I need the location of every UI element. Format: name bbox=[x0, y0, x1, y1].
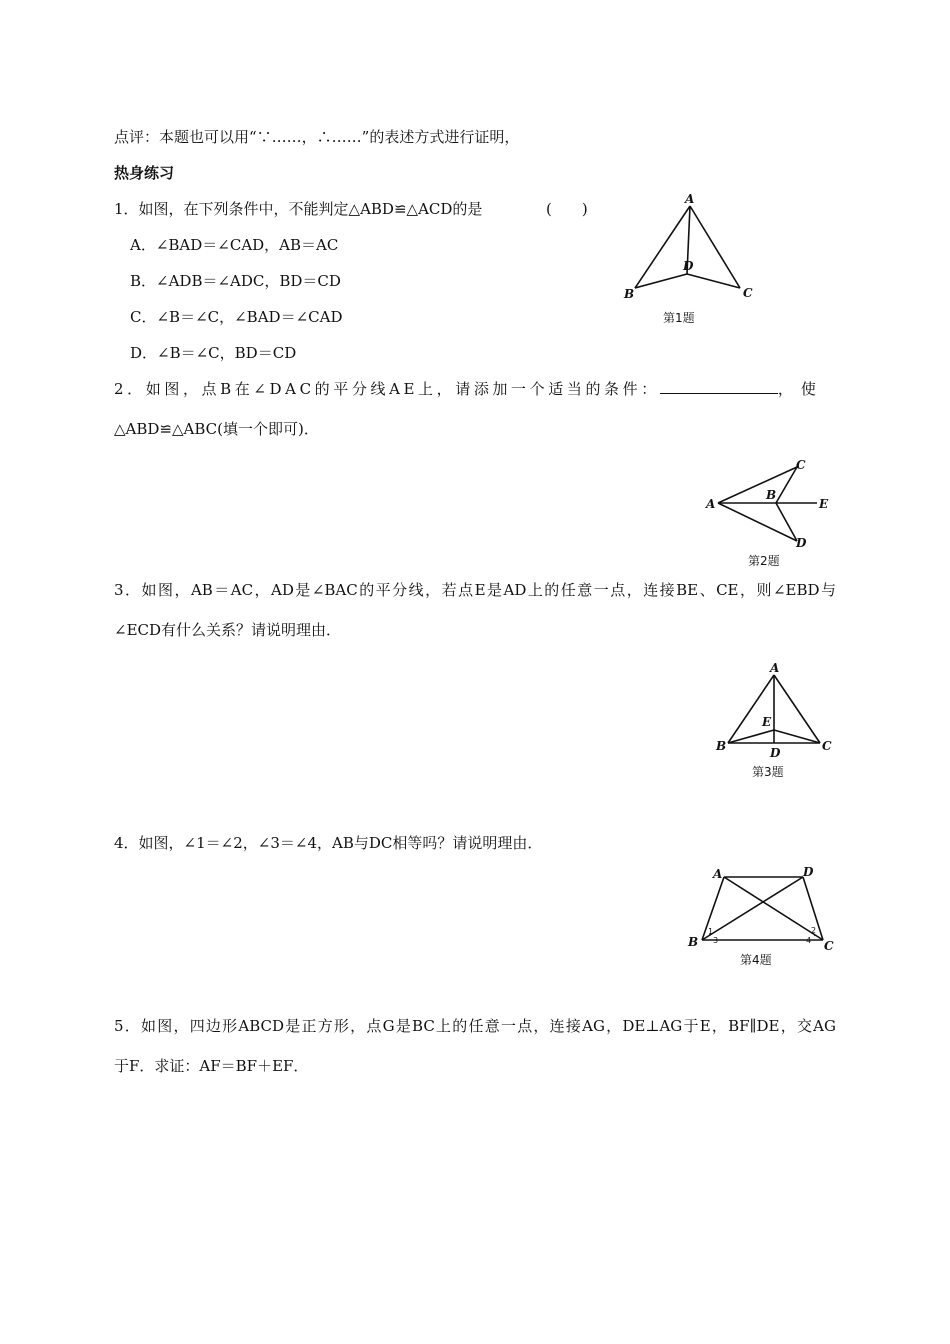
section-title: 热身练习 bbox=[114, 164, 175, 182]
q2-line-1-tail: ，使 bbox=[777, 380, 824, 398]
q3-label-b: B bbox=[716, 739, 727, 753]
q5-line-1: 5．如图，四边形ABCD是正方形，点G是BC上的任意一点，连接AG，DE⊥AG于E，BF∥DE，交AG bbox=[114, 1017, 836, 1035]
q2-line-2: △ABD≌△ABC(填一个即可)． bbox=[114, 420, 319, 438]
q2-line-1 bbox=[114, 379, 836, 399]
q1-option-d: D．∠B＝∠C，BD＝CD bbox=[130, 344, 297, 362]
q4-label-c: C bbox=[824, 939, 834, 953]
q1-answer-bracket: ( ) bbox=[546, 200, 588, 218]
q1-label-a: A bbox=[685, 192, 695, 206]
q3-figure bbox=[710, 660, 840, 785]
q1-label-d: D bbox=[683, 259, 694, 273]
q1-option-a: A．∠BAD＝∠CAD，AB＝AC bbox=[130, 236, 339, 254]
q3-label-c: C bbox=[822, 739, 832, 753]
q4-figure bbox=[680, 860, 840, 975]
q3-label-d: D bbox=[770, 746, 781, 760]
q4-angle-2: 2 bbox=[811, 926, 817, 935]
q4-figure-caption: 第4题 bbox=[740, 953, 772, 967]
q2-answer-blank bbox=[660, 381, 778, 394]
q4-angle-1: 1 bbox=[708, 927, 714, 936]
q4-label-a: A bbox=[713, 867, 723, 881]
q4-angle-4: 4 bbox=[806, 936, 812, 945]
q2-label-b: B bbox=[766, 488, 777, 502]
q1-option-c: C．∠B＝∠C，∠BAD＝∠CAD bbox=[130, 308, 343, 326]
q2-label-d: D bbox=[796, 536, 807, 550]
comment-text: 点评：本题也可以用“∵……，∴……”的表述方式进行证明， bbox=[114, 128, 520, 146]
q4-label-b: B bbox=[688, 935, 699, 949]
q3-figure-caption: 第3题 bbox=[752, 765, 784, 779]
q2-label-e: E bbox=[819, 497, 829, 511]
q1-figure bbox=[600, 190, 770, 335]
q3-line-1: 3．如图，AB＝AC，AD是∠BAC的平分线，若点E是AD上的任意一点，连接BE、CE，则∠EBD与 bbox=[114, 581, 836, 599]
q2-line-1-text: 2．如图，点B在∠DAC的平分线AE上，请添加一个适当的条件： bbox=[114, 380, 660, 398]
q2-label-a: A bbox=[706, 497, 716, 511]
q1-label-c: C bbox=[743, 286, 753, 300]
q1-option-b: B．∠ADB＝∠ADC，BD＝CD bbox=[130, 272, 341, 290]
q1-label-b: B bbox=[624, 287, 635, 301]
q1-stem: 1．如图，在下列条件中，不能判定△ABD≌△ACD的是 bbox=[114, 200, 483, 218]
q4-label-d: D bbox=[803, 865, 814, 879]
q4-angle-3: 3 bbox=[713, 936, 719, 945]
q3-label-e: E bbox=[762, 715, 772, 729]
q4-line-1: 4．如图，∠1＝∠2，∠3＝∠4，AB与DC相等吗？请说明理由． bbox=[114, 834, 543, 852]
q5-line-2: 于F．求证：AF＝BF＋EF． bbox=[114, 1057, 309, 1075]
q2-figure bbox=[700, 455, 840, 570]
q3-line-2: ∠ECD有什么关系？请说明理由． bbox=[114, 621, 342, 639]
q2-figure-caption: 第2题 bbox=[748, 554, 780, 568]
q2-label-c: C bbox=[796, 458, 806, 472]
q1-figure-caption: 第1题 bbox=[663, 311, 695, 325]
q3-label-a: A bbox=[770, 661, 780, 675]
